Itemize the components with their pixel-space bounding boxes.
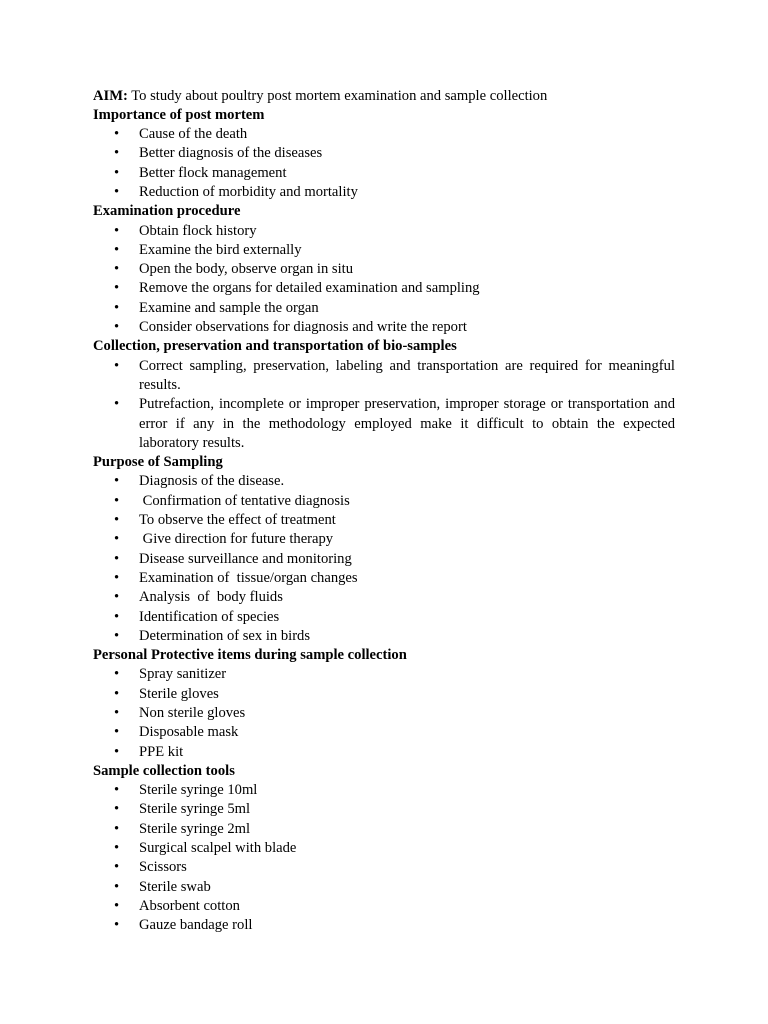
bullet-icon: • <box>114 299 120 316</box>
list-item: • Obtain flock history <box>93 222 675 241</box>
bullet-icon: • <box>114 183 120 200</box>
list-item: • Diagnosis of the disease. <box>93 472 675 491</box>
list-item: • Correct sampling, preservation, labeling and transportation are required for meaningful results. <box>114 357 675 393</box>
list-item: • Absorbent cotton <box>93 897 675 916</box>
list-item: • Sterile syringe 2ml <box>93 820 675 839</box>
list-item: • Sterile swab <box>93 878 675 897</box>
bullet-icon: • <box>114 261 120 278</box>
bullet-icon: • <box>114 685 120 702</box>
list-item: • Surgical scalpel with blade <box>93 839 675 858</box>
list-item: • Better diagnosis of the diseases <box>93 144 675 163</box>
tools-list <box>93 781 675 935</box>
bullet-icon: • <box>114 473 120 490</box>
bullet-icon: • <box>114 492 120 509</box>
list-item: • Open the body, observe organ in situ <box>93 260 675 279</box>
list-item: • Determination of sex in birds <box>93 627 675 646</box>
bullet-icon: • <box>114 126 120 143</box>
bullet-icon: • <box>114 241 120 258</box>
list-item: • Identification of species <box>93 608 675 627</box>
ppe-list <box>93 665 675 761</box>
list-item: • Analysis of body fluids <box>93 588 675 607</box>
purpose-list <box>93 472 675 646</box>
list-item: • Sterile syringe 5ml <box>93 800 675 819</box>
list-item: • Remove the organs for detailed examination and sampling <box>93 279 675 298</box>
bullet-icon: • <box>114 705 120 721</box>
list-item: • Reduction of morbidity and mortality <box>93 183 675 202</box>
bullet-icon: • <box>114 531 120 548</box>
bullet-icon: • <box>114 666 120 683</box>
bullet-icon: • <box>114 145 120 162</box>
bullet-icon: • <box>114 859 120 876</box>
bullet-icon: • <box>114 897 120 914</box>
list-item: • To observe the effect of treatment <box>93 511 675 530</box>
list-item: • Consider observations for diagnosis and write the report <box>93 318 675 337</box>
bullet-icon: • <box>114 512 120 529</box>
list-item: • Scissors <box>93 858 675 877</box>
procedure-list <box>93 222 675 338</box>
list-item: • PPE kit <box>93 743 675 762</box>
bullet-icon: • <box>114 164 120 181</box>
importance-list <box>93 125 675 202</box>
list-item: • Gauze bandage roll <box>93 916 675 935</box>
bullet-icon: • <box>114 820 120 837</box>
aim-text: To study about poultry post mortem examination and sample collection <box>127 87 548 104</box>
section-heading-tools: Sample collection tools <box>93 762 235 779</box>
bullet-icon: • <box>114 782 120 799</box>
bullet-icon: • <box>114 724 120 741</box>
bullet-icon: • <box>114 280 120 297</box>
bullet-icon: • <box>114 319 120 336</box>
bullet-icon: • <box>114 878 120 895</box>
aim-label: AIM: <box>93 87 128 104</box>
bullet-icon: • <box>114 396 120 413</box>
list-item: • Sterile syringe 10ml <box>93 781 675 800</box>
bullet-icon: • <box>114 222 120 239</box>
bullet-icon: • <box>114 627 120 644</box>
section-heading-collection: Collection, preservation and transportation of bio-samples <box>93 338 457 355</box>
collection-list <box>93 357 675 453</box>
list-item: • Examination of tissue/organ changes <box>93 569 675 588</box>
list-item: • Sterile gloves <box>93 685 675 704</box>
bullet-icon: • <box>114 569 120 586</box>
document-body <box>93 87 675 936</box>
section-heading-ppe: Personal Protective items during sample collection <box>93 647 407 664</box>
list-item: • Putrefaction, incomplete or improper preservation, improper storage or transportation and error if any in the methodology employed make it difficult to obtain the expected laboratory results. <box>114 396 675 451</box>
list-item: • Examine and sample the organ <box>93 299 675 318</box>
section-heading-importance: Importance of post mortem <box>93 106 265 123</box>
section-heading-procedure: Examination procedure <box>93 203 241 220</box>
bullet-icon: • <box>114 917 120 934</box>
list-item: • Disposable mask <box>93 723 675 742</box>
bullet-icon: • <box>114 357 120 374</box>
bullet-icon: • <box>114 550 120 567</box>
list-item: • Spray sanitizer <box>93 665 675 684</box>
bullet-icon: • <box>114 743 120 760</box>
bullet-icon: • <box>114 608 120 625</box>
section-heading-purpose: Purpose of Sampling <box>93 454 223 471</box>
bullet-icon: • <box>114 801 120 818</box>
list-item: • Disease surveillance and monitoring <box>93 550 675 569</box>
bullet-icon: • <box>114 840 120 857</box>
list-item: • Examine the bird externally <box>93 241 675 260</box>
list-item: • Confirmation of tentative diagnosis <box>93 492 675 511</box>
bullet-icon: • <box>114 589 120 606</box>
list-item: • Better flock management <box>93 164 675 183</box>
aim-line <box>93 87 675 106</box>
list-item: • Give direction for future therapy <box>93 530 675 549</box>
list-item: • Cause of the death <box>93 125 675 144</box>
list-item: • Non sterile gloves <box>93 704 675 723</box>
